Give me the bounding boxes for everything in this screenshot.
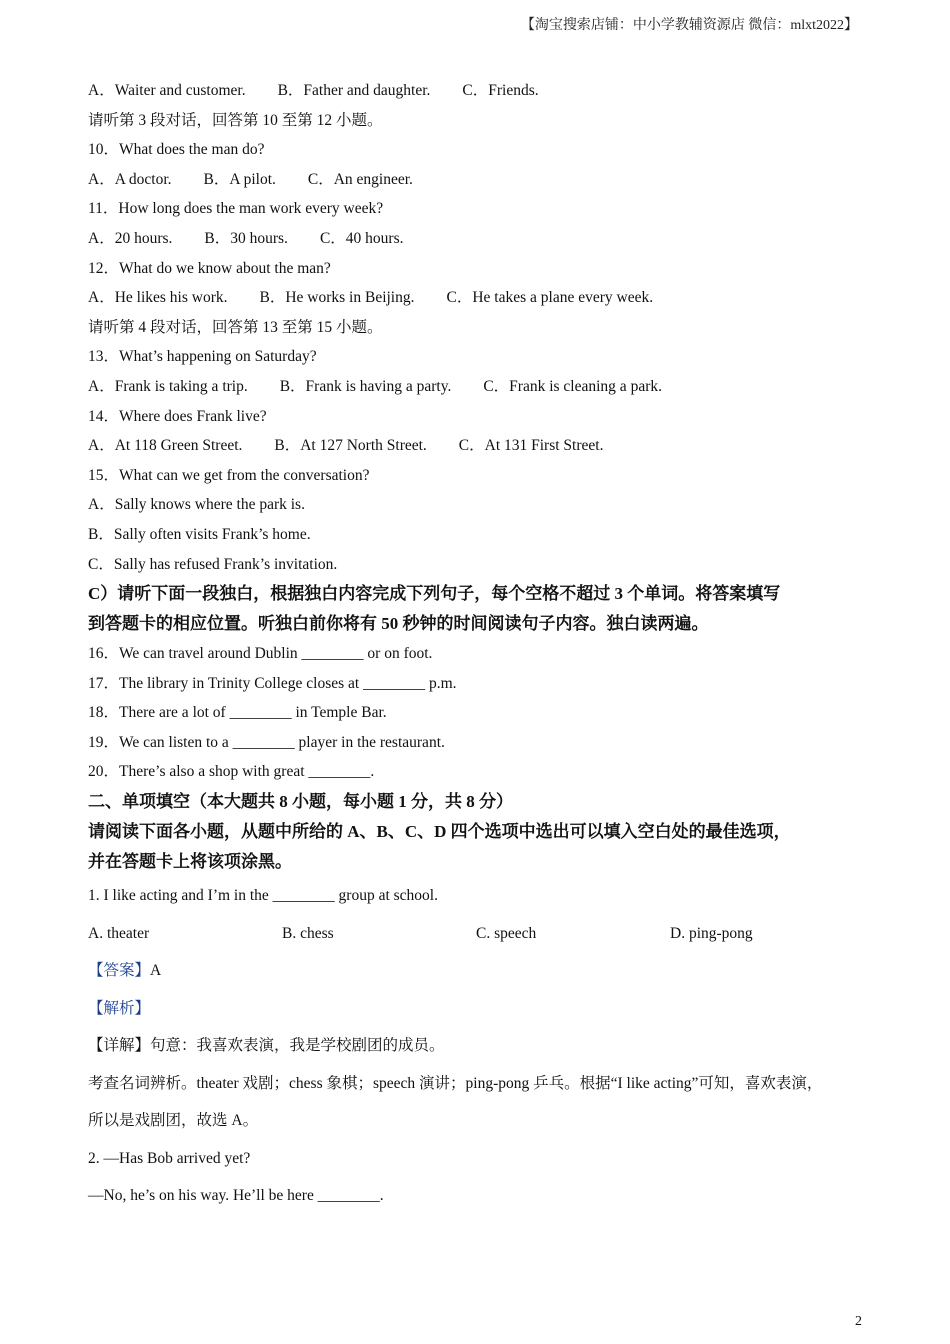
q13-options [88, 372, 868, 402]
question-16: 16．We can travel around Dublin ________ or on foot. [88, 645, 433, 663]
partC-instruction-1: C）请听下面一段独白，根据独白内容完成下列句子，每个空格不超过 3 个单词。将答案填写 [88, 584, 781, 604]
partC-instruction-2: 到答题卡的相应位置。听独白前你将有 50 秒钟的时间阅读句子内容。独白读两遍。 [88, 614, 709, 634]
explanation-line-2: 所以是戏剧团，故选 A。 [88, 1112, 259, 1130]
option-b: B．At 127 North Street. [274, 437, 427, 455]
part2-instruction-2: 并在答题卡上将该项涂黑。 [88, 852, 292, 872]
question-12: 12．What do we know about the man? [88, 259, 331, 277]
question-20: 20．There’s also a shop with great ________. [88, 763, 375, 781]
detail-line [88, 1027, 868, 1065]
q10-options [88, 165, 868, 195]
question-10: 10．What does the man do? [88, 141, 265, 159]
option-a: A．He likes his work. [88, 289, 228, 307]
q15-option-b: B．Sally often visits Frank’s home. [88, 525, 311, 543]
option-c: C．An engineer. [307, 170, 413, 188]
q15-option-c: C．Sally has refused Frank’s invitation. [88, 555, 338, 573]
option-a: A．A doctor. [88, 170, 172, 188]
detail-label: 【详解】 [88, 1037, 151, 1055]
q12-options [88, 283, 868, 313]
option-b: B. chess [282, 924, 334, 942]
explanation-line-1: 考查名词辨析。theater 戏剧；chess 象棋；speech 演讲；ping-pong 乒乓。根据“I like acting”可知，喜欢表演， [88, 1074, 823, 1092]
q11-options [88, 224, 868, 254]
option-c: C. speech [476, 924, 537, 942]
option-a: A．At 118 Green Street. [88, 437, 243, 455]
option-c: C．At 131 First Street. [458, 437, 604, 455]
answer-value: A [150, 962, 162, 980]
answer-line [88, 952, 868, 990]
section3-intro: 请听第 3 段对话，回答第 10 至第 12 小题。 [88, 111, 383, 129]
question-11: 11．How long does the man work every week? [88, 200, 384, 218]
q15-option-a: A．Sally knows where the park is. [88, 496, 305, 514]
q9-options [88, 76, 868, 106]
analysis-label: 【解析】 [88, 999, 151, 1017]
part2-title: 二、单项填空（本大题共 8 小题，每小题 1 分，共 8 分） [88, 792, 513, 812]
option-a: A．20 hours. [88, 229, 173, 247]
document-body [88, 76, 868, 1215]
option-b: B．A pilot. [203, 170, 276, 188]
option-b: B．Frank is having a party. [279, 377, 452, 395]
page-header: 【淘宝搜索店铺：中小学教辅资源店 微信：mlxt2022】 [520, 18, 858, 33]
page-number: 2 [855, 1314, 862, 1329]
single-choice-2-reply: —No, he’s on his way. He’ll be here ________. [88, 1187, 384, 1205]
option-b: B．30 hours. [204, 229, 288, 247]
option-a: A．Waiter and customer. [88, 82, 246, 99]
single-choice-1: 1. I like acting and I’m in the ________ group at school. [88, 887, 438, 905]
option-a: A. theater [88, 924, 150, 942]
question-13: 13．What’s happening on Saturday? [88, 348, 317, 366]
answer-label: 【答案】 [88, 962, 151, 980]
part2-instruction-1: 请阅读下面各小题，从题中所给的 A、B、C、D 四个选项中选出可以填入空白处的最佳选项， [88, 822, 791, 842]
option-c: C．He takes a plane every week. [446, 289, 654, 307]
section4-intro: 请听第 4 段对话，回答第 13 至第 15 小题。 [88, 318, 383, 336]
q14-options [88, 431, 868, 461]
option-c: C．Frank is cleaning a park. [483, 377, 662, 395]
detail-text: 句意：我喜欢表演，我是学校剧团的成员。 [150, 1037, 445, 1055]
option-b: B．He works in Beijing. [259, 289, 415, 307]
option-d: D. ping-pong [670, 924, 753, 942]
analysis-line [88, 990, 868, 1028]
question-19: 19．We can listen to a ________ player in the restaurant. [88, 733, 445, 751]
question-15: 15．What can we get from the conversation? [88, 466, 370, 484]
question-17: 17．The library in Trinity College closes at ________ p.m. [88, 674, 457, 692]
option-a: A．Frank is taking a trip. [88, 377, 248, 395]
single-choice-2: 2. —Has Bob arrived yet? [88, 1149, 251, 1167]
question-18: 18．There are a lot of ________ in Temple Bar. [88, 704, 387, 722]
question-14: 14．Where does Frank live? [88, 407, 267, 425]
option-b: B．Father and daughter. [277, 82, 431, 99]
option-c: C．40 hours. [319, 229, 404, 247]
option-c: C．Friends. [462, 82, 539, 99]
single-choice-1-options [88, 915, 868, 953]
